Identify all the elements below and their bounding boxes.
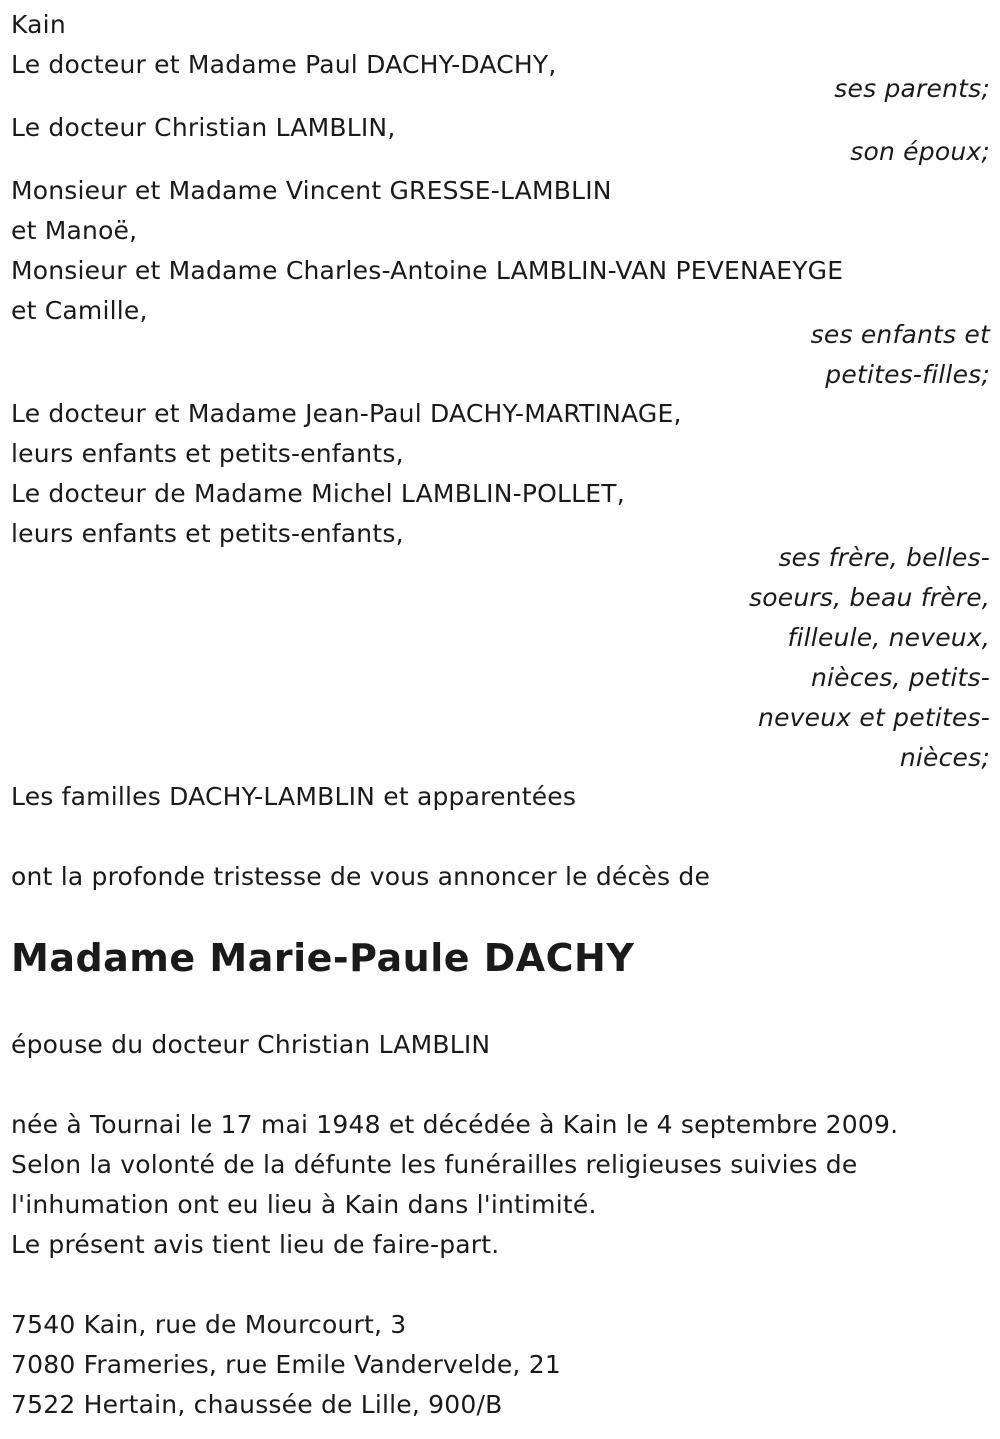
siblings-role-line: soeurs, beau frère, xyxy=(749,583,990,612)
spouse-name: Le docteur Christian LAMBLIN, xyxy=(11,113,396,142)
spouse-role: son époux; xyxy=(850,137,990,166)
details-line: née à Tournai le 17 mai 1948 et décédée à Kain le 4 septembre 2009. xyxy=(11,1110,899,1139)
parents-name: Le docteur et Madame Paul DACHY-DACHY, xyxy=(11,50,557,79)
locality: Kain xyxy=(11,10,66,39)
siblings-role-line: nièces, petits- xyxy=(810,663,990,692)
siblings-line: Le docteur de Madame Michel LAMBLIN-POLLET, xyxy=(11,479,625,508)
address-line: 7522 Hertain, chaussée de Lille, 900/B xyxy=(11,1390,503,1419)
children-line: et Manoë, xyxy=(11,216,138,245)
siblings-line: leurs enfants et petits-enfants, xyxy=(11,519,404,548)
siblings-role-line: ses frère, belles- xyxy=(778,543,990,572)
address-line: 7080 Frameries, rue Emile Vandervelde, 21 xyxy=(11,1350,561,1379)
details-line: l'inhumation ont eu lieu à Kain dans l'intimité. xyxy=(11,1190,597,1219)
siblings-role-line: nièces; xyxy=(899,743,990,772)
details-line: Selon la volonté de la défunte les funérailles religieuses suivies de xyxy=(11,1150,858,1179)
spouse-of: épouse du docteur Christian LAMBLIN xyxy=(11,1030,491,1059)
siblings-role-line: filleule, neveux, xyxy=(787,623,990,652)
details-line: Le présent avis tient lieu de faire-part. xyxy=(11,1230,500,1259)
address-line: 7540 Kain, rue de Mourcourt, 3 xyxy=(11,1310,407,1339)
deceased-name: Madame Marie-Paule DACHY xyxy=(11,936,635,980)
children-line: Monsieur et Madame Vincent GRESSE-LAMBLIN xyxy=(11,176,612,205)
siblings-role-line: neveux et petites- xyxy=(758,703,990,732)
siblings-line: Le docteur et Madame Jean-Paul DACHY-MARTINAGE, xyxy=(11,399,682,428)
children-line: et Camille, xyxy=(11,296,148,325)
children-role-line: petites-filles; xyxy=(825,360,990,389)
siblings-line: leurs enfants et petits-enfants, xyxy=(11,439,404,468)
families-line: Les familles DACHY-LAMBLIN et apparentées xyxy=(11,782,577,811)
parents-role: ses parents; xyxy=(834,74,990,103)
announcement: ont la profonde tristesse de vous annoncer le décès de xyxy=(11,862,711,891)
children-role-line: ses enfants et xyxy=(810,320,990,349)
children-line: Monsieur et Madame Charles-Antoine LAMBLIN-VAN PEVENAEYGE xyxy=(11,256,844,285)
